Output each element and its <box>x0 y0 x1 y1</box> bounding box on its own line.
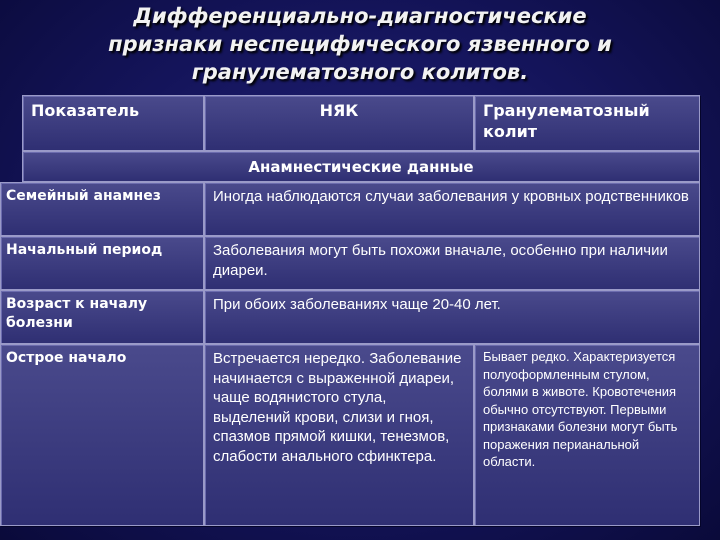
slide-title <box>60 2 660 86</box>
title-line-2: признаки неспецифического язвенного и <box>108 32 612 56</box>
row-granulomatous-acute-onset: Бывает редко. Характеризуется полуоформленным стулом, болями в животе. Кровотечения обычно отсутствуют. Первыми признаками болезни могут быть поражения перианальной области. <box>474 344 700 526</box>
row-text-family-history: Иногда наблюдаются случаи заболевания у кровных родственников <box>204 182 700 236</box>
row-text-onset-age: При обоих заболеваниях чаще 20-40 лет. <box>204 290 700 344</box>
header-indicator: Показатель <box>22 95 204 151</box>
header-granulomatous: Гранулематозный колит <box>474 95 700 151</box>
header-nyak: НЯК <box>204 95 474 151</box>
row-label-acute-onset: Острое начало <box>0 344 204 526</box>
title-line-1: Дифференциально-диагностические <box>133 4 587 28</box>
section-anamnestic: Анамнестические данные <box>22 151 700 182</box>
title-line-3: гранулематозного колитов. <box>191 60 529 84</box>
row-nyak-acute-onset: Встречается нередко. Заболевание начинается с выраженной диареи, чаще водянистого стула, выделений крови, слизи и гноя, спазмов прямой кишки, тенезмов, слабости анального сфинктера. <box>204 344 474 526</box>
row-label-initial-period: Начальный период <box>0 236 204 290</box>
row-label-onset-age: Возраст к началу болезни <box>0 290 204 344</box>
row-label-family-history: Семейный анамнез <box>0 182 204 236</box>
row-text-initial-period: Заболевания могут быть похожи вначале, особенно при наличии диареи. <box>204 236 700 290</box>
